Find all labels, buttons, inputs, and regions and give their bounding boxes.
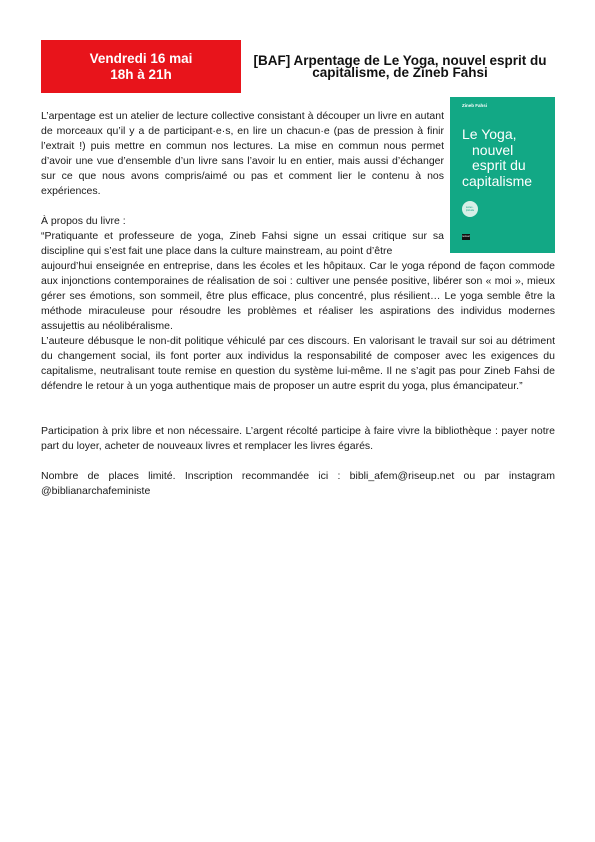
quote-start: “Pratiquante et professeure de yoga, Zineb Fahsi signe un essai critique sur sa discipline qui s’est fait une place dans la culture mainstream, au point d’être	[41, 230, 444, 257]
event-time: 18h à 21h	[110, 66, 172, 82]
publisher-logo: textuel	[462, 235, 470, 238]
about-section	[41, 214, 555, 394]
places-paragraph: Nombre de places limité. Inscription recommandée ici : bibli_afem@riseup.net ou par instagram @biblianarchafeministe	[41, 470, 555, 497]
quote-second: L’auteure débusque le non-dit politique véhiculé par ces discours. En valorisant le travail sur soi au détriment du changement social, ils font porter aux individus la responsabilité de composer avec les exigences du capitalisme, neutralisant toute remise en question du système lui-même. Il ne s’agit pas pour Zineb Fahsi de défendre le retour à un yoga authentique mais de proposer un autre esprit du yoga, plus émancipateur.”	[41, 335, 555, 392]
cover-badge: textes · prélude	[462, 201, 478, 217]
quote-continued: aujourd’hui enseignée en entreprise, dans les écoles et les hôpitaux. Car le yoga répond de façon commode aux injonctions contemporaines de réalisation de soi : cultiver une pensée positive, libérer son « moi », mieux gérer ses émotions, son sommeil, être plus efficace, plus concentré, plus résilient… Le yoga semble être la méthode miraculeuse pour résoudre les problèmes et réaliser les aspirations des individus modernes assujettis au néolibéralisme.	[41, 260, 555, 332]
cover-title-line: nouvel	[472, 141, 514, 158]
cover-title-line: esprit du	[472, 157, 526, 173]
event-date: Vendredi 16 mai	[89, 50, 193, 66]
participation-paragraph: Participation à prix libre et non nécessaire. L’argent récolté participe à faire vivre la bibliothèque : payer notre part du loyer, acheter de nouveaux livres et remplacer les livres égarés.	[41, 425, 555, 452]
cover-author: Zineb Fahsi	[462, 103, 488, 108]
cover-title-line: Le Yoga,	[462, 126, 517, 142]
event-date-banner	[41, 40, 241, 93]
intro-paragraph: L’arpentage est un atelier de lecture collective consistant à découper un livre en autant de morceaux qu’il y a de participant·e·s, en lire un chacun·e (pas de pression à finir l’extrait !) puis mettre en commun nos lectures. La mise en commun nous permet d’avoir une vue d’ensemble d’un livre sans l’avoir lu en entier, mais aussi d’échanger sur ce que nous avons compris/aimé ou pas et comment lier le contenu à nos expériences.	[41, 110, 444, 197]
about-heading: À propos du livre :	[41, 215, 126, 227]
event-title: [BAF] Arpentage de Le Yoga, nouvel esprit du capitalisme, de Zineb Fahsi	[253, 53, 547, 80]
cover-title-line: capitalisme	[462, 172, 533, 189]
cover-title	[462, 127, 532, 189]
